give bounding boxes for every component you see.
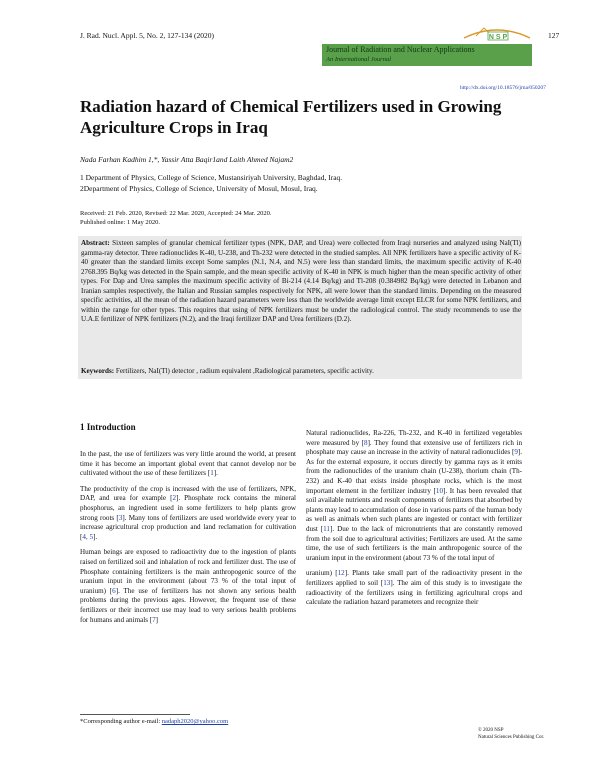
citation-link[interactable]: 4, 5	[82, 532, 94, 541]
paragraph-text: ]. Plants take small part of the radioactivity present in the fertilizers applied to soil [	[306, 569, 522, 587]
footnote	[80, 718, 228, 725]
paragraph-text: Human beings are exposed to radioactivity due to the ingestion of plants raised on fertilized soil and inhalation of rock and fertilizer dust. The use of Phosphate containing fertilizers is the main anthropogenic source of the uranium input in the environment (about 73 % of the total input of uranium) [	[80, 548, 296, 595]
paragraph-text: ]. The aim of this study is to investigate the radioactivity of the fertilizers using in fertilizing agricultural crops and calculate the radiation hazard parameters and recognize their	[306, 578, 523, 607]
citation-link[interactable]: 11	[323, 524, 330, 533]
paragraph-text: ]. Many tons of fertilizers are used worldwide every year to increase agricultural crop production and land reclamation for cultivation [	[80, 513, 296, 541]
doi-link[interactable]: http://dx.doi.org/10.18576/jrna/050207	[460, 85, 546, 91]
keywords	[81, 367, 521, 375]
paragraph-text: The productivity of the crop is increased with the use of fertilizers, NPK, DAP, and urea for example [	[80, 484, 296, 503]
citation-link[interactable]: 9	[514, 448, 518, 457]
footnote-rule	[80, 714, 190, 715]
paragraph-text: ].	[93, 532, 98, 541]
citation-link[interactable]: 8	[364, 438, 368, 447]
published-date: Published online: 1 May 2020.	[80, 219, 160, 226]
copyright-line: © 2020 NSP	[478, 728, 504, 733]
paragraph-text: uranium) [	[306, 569, 338, 578]
paragraph-text: ]. The use of fertilizers has not shown any serious health problems during the previous ages. However, the frequent use of these fertilizers or their incorrect use may lead to very serious health problems for humans and animals [	[80, 586, 297, 624]
keywords-label: Keywords:	[81, 367, 115, 375]
running-head: J. Rad. Nucl. Appl. 5, No. 2, 127-134 (2020)	[80, 31, 214, 40]
received-dates: Received: 21 Feb. 2020, Revised: 22 Mar. 2020, Accepted: 24 Mar. 2020.	[80, 210, 272, 217]
citation-link[interactable]: 6	[112, 586, 116, 595]
paper-title: Radiation hazard of Chemical Fertilizers used in Growing Agriculture Crops in Iraq	[80, 97, 502, 137]
svg-text:N S P: N S P	[488, 34, 508, 41]
paragraph-text: ]. As for the external exposure, it occurs directly by gamma rays as it emits from the radionuclides of the uranium chain (U-238), thorium chain (Th-232) and K-40 that exists inside phosphate rocks, which is the most important element in the fertilizer industry [	[306, 448, 522, 495]
citation-link[interactable]: 10	[435, 486, 443, 495]
author-email-link[interactable]: nadaph2020@yahoo.com	[161, 718, 229, 725]
citation-link[interactable]: 13	[383, 578, 391, 587]
publisher-line: Natural Sciences Publishing Cor.	[478, 735, 545, 740]
nsp-logo-icon	[462, 22, 532, 42]
affiliation-2: 2Department of Physics, College of Science, University of Mosul, Mosul, Iraq.	[80, 184, 318, 193]
body-column-right	[306, 429, 522, 614]
page-number: 127	[548, 31, 560, 40]
abstract-text: Sixteen samples of granular chemical fertilizer types (NPK, DAP, and Urea) were collected from Iraqi nurseries and analyzed using NaI(Tl) gamma-ray detector. Three radionuclides K-40, U-238, and Th-232 were detected in the studied samples. All NPK fertilizers have a specific activity of K-40 greater than the standard limits except Some samples (N.1, N.4, and N.5) were less than standard limits, the maximum specific activity of K-40 2768.395 Bq/kg was detected in the Spain sample, and the mean specific activity of K-40 in NPK is much higher than the mean specific activity of other types. For Dap and Urea samples the maximum specific activity of Bi-214 (4.14 Bq/kg) and Tl-208 (0.384982 Bq/kg) were detected in Lebanon and Iranian samples respectively, the Italian and Russian samples respectively for NPK, all were lower than the standard limits. Depending on the measured specific activities, all the mean of the radiation hazard parameters were less than the worldwide average limit except ELCR for some NPK fertilizers, and within the range for other types. This requires that using of NPK fertilizers must be under the radiological control. The study recommends to use the U.A.E fertilizer of NPK fertilizers (N.2), and the Iraqi fertilizer DAP and Urea fertilizers (D.2).	[81, 239, 521, 323]
paragraph	[306, 429, 522, 563]
paragraph-text: ]. Phosphate rock contains the mineral phosphorus, an ingredient used in some fertilizers to help plants grow strong roots [	[80, 494, 296, 522]
journal-name: Journal of Radiation and Nuclear Applications	[326, 45, 475, 54]
copyright	[478, 727, 544, 741]
citation-link[interactable]: 3	[118, 513, 123, 522]
article-dates	[80, 209, 272, 227]
paragraph-text: In the past, the use of fertilizers was very little around the world, at present time it has become an important global event that cannot develop nor be cultivated without the use of these fertilizers [	[80, 450, 296, 478]
footnote-label: *Corresponding author e-mail:	[80, 718, 161, 725]
author-list: Nada Farhan Kadhim 1,*, Yassir Atta Baqir1and Laith Ahmed Najam2	[80, 155, 294, 164]
citation-link[interactable]: 7	[152, 615, 156, 624]
citation-link[interactable]: 2	[172, 494, 176, 503]
section-heading: 1 Introduction	[80, 422, 136, 432]
paragraph	[80, 485, 296, 543]
paragraph	[306, 569, 522, 607]
affiliations	[80, 172, 342, 194]
paragraph-text: Natural radionuclides, Ra-226, Th-232, and K-40 in fertilized vegetables were measured by [	[306, 429, 522, 447]
paragraph-text: ]. They found that extensive use of fertilizers rich in phosphate may cause an increase in the activity of natural radionuclides [	[306, 438, 522, 457]
citation-link[interactable]: 1	[210, 469, 214, 478]
paragraph-text: ].	[213, 469, 218, 478]
citation-link[interactable]: 12	[337, 569, 345, 578]
paragraph-text: ]	[155, 615, 159, 624]
paragraph	[80, 548, 296, 625]
paragraph	[80, 450, 296, 479]
journal-subtitle: An International Journal	[326, 56, 391, 63]
abstract-label: Abstract:	[81, 239, 110, 247]
body-column-left	[80, 450, 296, 631]
keywords-text: Fertilizers, NaI(Tl) detector , radium equivalent ,Radiological parameters, specific activity.	[114, 367, 374, 375]
paragraph-text: ]. Due to the lack of micronutrients that are constantly removed from the soil due to agricultural activities; Fertilizers are used. At the same time, the use of such fertilizers is the main anthropogenic source of the uranium input in the environment (about 73 % of the total input of	[306, 524, 522, 562]
abstract	[81, 239, 521, 325]
paragraph-text: ]. It has been revealed that soil available nutrients and result components of fertilizers that absorbed by plants may lead to accumulation of dose in various parts of the human body as well as animals when such plants are ingested or contact with fertilizer dust [	[306, 486, 523, 533]
affiliation-1: 1 Department of Physics, College of Science, Mustansiriyah University, Baghdad, Iraq.	[80, 173, 343, 182]
